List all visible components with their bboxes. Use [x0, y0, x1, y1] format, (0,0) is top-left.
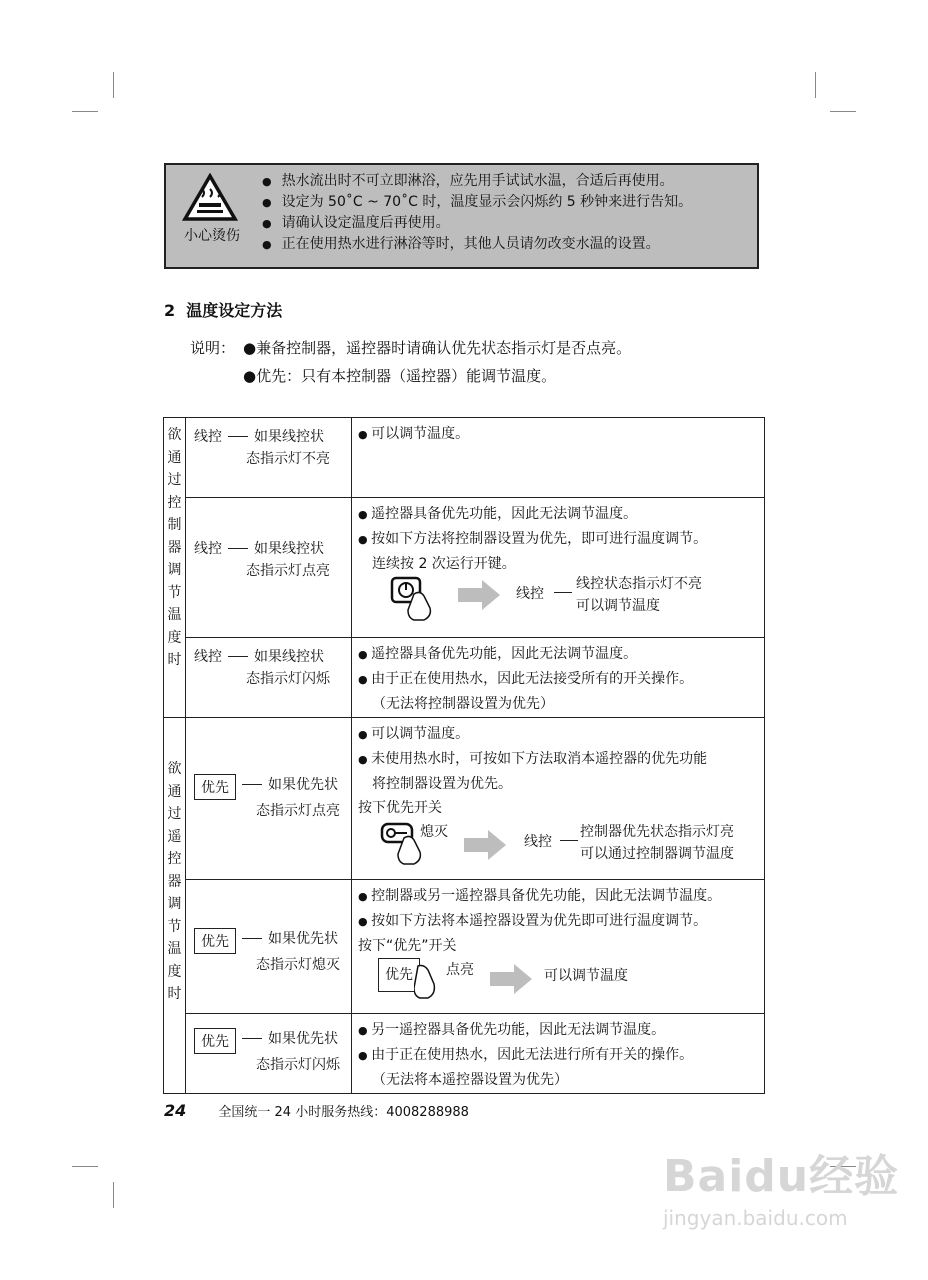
condition-cell: 线控 如果线控状 态指示灯点亮	[186, 498, 352, 638]
description-cell: ● 另一遥控器具备优先功能，因此无法调节温度。 ● 由于正在使用热水，因此无法进行所有开关的操作。 （无法将本遥控器设置为优先）	[352, 1014, 765, 1094]
description-cell: ● 可以调节温度。 ● 未使用热水时，可按如下方法取消本遥控器的优先功能 将控制器设置为优先。 按下优先开关 熄灭 线控 控制器优先状态指示灯亮 可以通过控制器调节温度	[352, 718, 765, 880]
crop-mark	[113, 1182, 114, 1208]
crop-mark	[72, 1166, 98, 1167]
table-row	[164, 638, 765, 718]
table-row	[164, 498, 765, 638]
table-row	[164, 718, 765, 880]
table-row	[164, 880, 765, 1014]
arrow-right-icon	[458, 580, 502, 610]
power-button-press-icon	[390, 576, 450, 622]
crop-mark	[815, 72, 816, 98]
baidu-watermark: Baidu经验 jingyan.baidu.com	[663, 1151, 900, 1230]
caution-list	[262, 171, 692, 255]
description-cell: ● 遥控器具备优先功能，因此无法调节温度。 ● 按如下方法将控制器设置为优先，即可进行温度调节。 连续按 2 次运行开键。 线控 线控状态指示灯不亮 可以调节温度	[352, 498, 765, 638]
condition-cell: 优先 如果优先状 态指示灯闪烁	[186, 1014, 352, 1094]
note-prefix: 说明：	[190, 339, 236, 357]
caution-item: ● 正在使用热水进行淋浴等时，其他人员请勿改变水温的设置。	[262, 234, 692, 255]
condition-cell: 线控 如果线控状 态指示灯闪烁	[186, 638, 352, 718]
description-cell: ● 控制器或另一遥控器具备优先功能，因此无法调节温度。 ● 按如下方法将本遥控器设置为优先即可进行温度调节。 按下“优先”开关 优先 点亮 可以调节温度	[352, 880, 765, 1014]
crop-mark	[830, 111, 856, 112]
description-cell: ● 可以调节温度。	[352, 418, 765, 498]
group-label-controller: 欲 通 过 控 制 器 调 节 温 度 时	[164, 418, 186, 718]
caution-item: ● 热水流出时不可立即淋浴，应先用手试试水温，合适后再使用。	[262, 171, 692, 192]
section-title: 2 温度设定方法	[164, 301, 283, 320]
priority-button-diagram: 优先	[378, 958, 420, 992]
caution-label: 小心烫伤	[184, 228, 240, 244]
caution-item: ● 请确认设定温度后再使用。	[262, 213, 692, 234]
temperature-setting-table	[163, 417, 765, 1094]
arrow-right-icon	[464, 830, 508, 860]
arrow-right-icon	[490, 964, 534, 994]
service-hotline: 全国统一 24 小时服务热线：4008288988	[218, 1105, 469, 1120]
caution-box	[164, 163, 759, 269]
pressing-hand-icon	[414, 962, 444, 1004]
page-number: 24	[164, 1101, 187, 1120]
condition-cell: 优先 如果优先状 态指示灯点亮	[186, 718, 352, 880]
crop-mark	[72, 111, 98, 112]
crop-mark	[113, 72, 114, 98]
hot-surface-warning-icon	[174, 171, 244, 259]
page-footer	[164, 1101, 469, 1120]
table-row	[164, 418, 765, 498]
note-line-1: ●兼备控制器，遥控器时请确认优先状态指示灯是否点亮。	[243, 339, 632, 357]
group-label-remote: 欲 通 过 遥 控 器 调 节 温 度 时	[164, 718, 186, 1094]
condition-cell: 优先 如果优先状 态指示灯熄灭	[186, 880, 352, 1014]
condition-cell: 线控 如果线控状 态指示灯不亮	[186, 418, 352, 498]
table-row	[164, 1014, 765, 1094]
caution-item: ● 设定为 50˚C ~ 70˚C 时，温度显示会闪烁约 5 秒钟来进行告知。	[262, 192, 692, 213]
description-cell: ● 遥控器具备优先功能，因此无法调节温度。 ● 由于正在使用热水，因此无法接受所有的开关操作。 （无法将控制器设置为优先）	[352, 638, 765, 718]
note-line-2: ●优先：只有本控制器（遥控器）能调节温度。	[243, 367, 557, 385]
